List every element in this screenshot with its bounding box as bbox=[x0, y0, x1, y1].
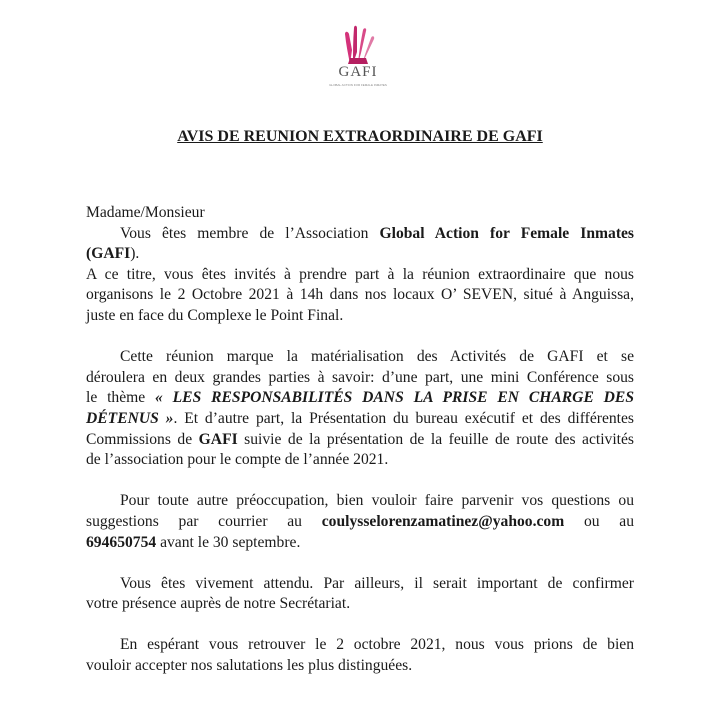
p5-line2: votre présence auprès de notre Secrétariat. bbox=[86, 595, 351, 613]
contact-phone: 694650754 bbox=[86, 533, 157, 551]
p3-line1: Cette réunion marque la matérialisation des Activités de GAFI et se bbox=[120, 348, 634, 366]
association-acronym: (GAFI bbox=[86, 245, 131, 263]
p2-line3: juste en face du Complexe le Point Final. bbox=[86, 306, 344, 324]
letter-body bbox=[86, 203, 634, 677]
theme-part1: « LES RESPONSABILITÉS DANS LA PRISE EN CHARGE DES bbox=[155, 389, 635, 407]
p1-intro: Vous êtes membre de l’Association bbox=[120, 224, 380, 242]
p4-line1: Pour toute autre préoccupation, bien vouloir faire parvenir vos questions ou bbox=[120, 492, 634, 510]
p5-line1: Vous êtes vivement attendu. Par ailleurs, il serait important de confirmer bbox=[120, 574, 634, 592]
document-title: AVIS DE REUNION EXTRAORDINAIRE DE GAFI bbox=[177, 128, 543, 145]
p3-line5-rest: suivie de la présentation de la feuille de route des activités bbox=[237, 430, 635, 448]
gafi-bold: GAFI bbox=[198, 430, 238, 448]
p3-line6: de l’association pour le compte de l’année 2021. bbox=[86, 451, 389, 469]
p3-line3-start: le thème bbox=[86, 389, 156, 407]
p6-line2: vouloir accepter nos salutations les plus distinguées. bbox=[86, 657, 413, 675]
p1-line2 bbox=[86, 244, 634, 265]
p3-line5-start: Commissions de bbox=[86, 430, 199, 448]
p3-line5 bbox=[86, 430, 634, 451]
p1-end: ). bbox=[130, 245, 140, 263]
association-name: Global Action for Female Inmates bbox=[379, 224, 634, 242]
p4-line3-rest: avant le 30 septembre. bbox=[156, 533, 301, 551]
p2-line1: A ce titre, vous êtes invités à prendre part à la réunion extraordinaire que nous bbox=[86, 265, 634, 283]
p4-line3 bbox=[86, 533, 634, 554]
logo-name: GAFI bbox=[338, 64, 378, 80]
p3-line2: déroulera en deux grandes parties à savoir: d’une part, une mini Conférence sous bbox=[86, 368, 634, 386]
p3-line4-rest: . Et d’autre part, la Présentation du bureau exécutif et des différentes bbox=[173, 409, 635, 427]
p4-line2-end: ou au bbox=[564, 512, 634, 530]
theme-part2: DÉTENUS » bbox=[86, 409, 174, 427]
logo-subtitle: GLOBAL ACTION FOR FEMALE INMATES bbox=[329, 83, 387, 87]
p4-line2 bbox=[86, 512, 634, 533]
p6-line1: En espérant vous retrouver le 2 octobre 2021, nous vous prions de bien bbox=[120, 636, 634, 654]
salutation: Madame/Monsieur bbox=[86, 204, 205, 221]
contact-email: coulysselorenzamatinez@yahoo.com bbox=[321, 512, 565, 530]
p1-line1 bbox=[86, 224, 634, 245]
p3-line4 bbox=[86, 409, 634, 430]
gafi-logo bbox=[320, 20, 396, 98]
p3-line3 bbox=[86, 388, 634, 409]
hands-emblem-icon bbox=[320, 20, 396, 66]
p4-line2-start: suggestions par courrier au bbox=[86, 512, 322, 530]
p2-line2: organisons le 2 Octobre 2021 à 14h dans nos locaux O’ SEVEN, situé à Anguissa, bbox=[86, 286, 634, 304]
